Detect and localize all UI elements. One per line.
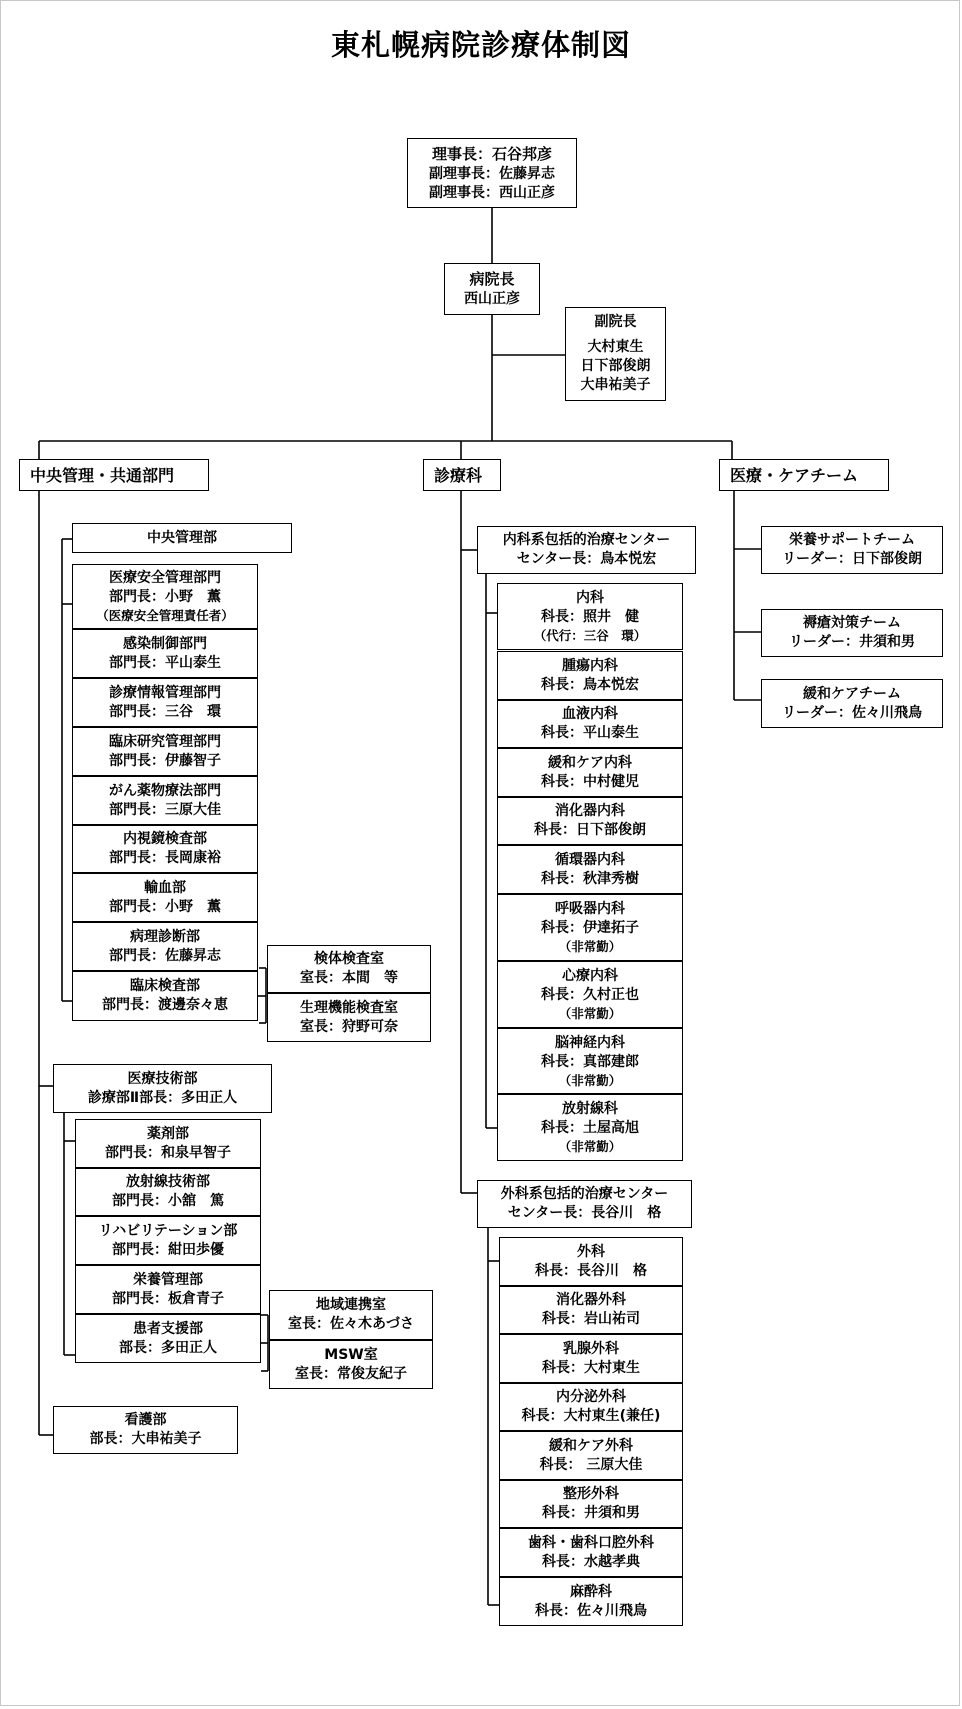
unit-name: 外科系包括的治療センター <box>500 1186 669 1202</box>
unit-head: 室長：本間 等 <box>300 970 398 986</box>
unit-head: 科長：鳥本悦宏 <box>541 676 639 693</box>
unit-name: 外科 <box>577 1243 605 1260</box>
unit-head: 部門長：渡邊奈々恵 <box>102 997 228 1013</box>
unit-name: リハビリテーション部 <box>98 1222 238 1239</box>
unit-name: 看護部 <box>124 1412 167 1428</box>
chairman-label: 理事長：石谷邦彦 <box>431 144 552 163</box>
unit-head: 科長：日下部俊朗 <box>534 822 646 838</box>
unit-name: 整形外科 <box>563 1486 619 1502</box>
surgical-unit-box <box>499 1577 683 1626</box>
unit-name: 放射線科 <box>562 1101 618 1117</box>
unit-head: 科長：中村健児 <box>541 773 639 790</box>
surgical-unit-box <box>499 1237 683 1286</box>
vice-chairman-label: 副理事長：西山正彦 <box>429 184 555 201</box>
unit-head: 部長：多田正人 <box>119 1339 217 1356</box>
support-sub-box <box>269 1290 433 1340</box>
unit-head: 部門長：和泉早智子 <box>105 1144 231 1161</box>
unit-head: 科長：真部建郎 <box>541 1053 639 1070</box>
unit-head: センター長：長谷川 格 <box>507 1205 662 1221</box>
director-name: 西山正彦 <box>464 291 520 307</box>
care-team-box <box>761 609 943 657</box>
unit-head: 科長： 三原大佳 <box>539 1456 643 1473</box>
unit-head: 科長：岩山祐司 <box>542 1311 640 1327</box>
unit-head: 科長：水越孝典 <box>542 1553 640 1570</box>
tech-unit-box <box>75 1216 261 1265</box>
internal-unit-box <box>497 797 683 845</box>
surgical-unit-box <box>499 1480 683 1528</box>
unit-name: 消化器内科 <box>555 803 625 819</box>
surgical-unit-box <box>499 1383 683 1431</box>
lab-sub-box <box>267 945 431 993</box>
unit-head: 科長：照井 健 <box>541 609 639 625</box>
care-team-box <box>761 526 943 574</box>
care-team-box <box>761 679 943 728</box>
unit-name: 呼吸器内科 <box>555 901 625 917</box>
unit-note: （非常勤） <box>558 1006 622 1021</box>
unit-name: 輸血部 <box>144 879 186 896</box>
unit-note: （非常勤） <box>558 939 622 954</box>
page-title: 東札幌病院診療体制図 <box>330 28 631 62</box>
section-label: 中央管理・共通部門 <box>30 465 175 485</box>
team-name: 緩和ケアチーム <box>803 685 901 702</box>
unit-head: センター長：鳥本悦宏 <box>516 551 657 567</box>
unit-name: 腫瘍内科 <box>562 657 618 674</box>
internal-unit-box <box>497 651 683 700</box>
section-care-header <box>719 459 889 491</box>
unit-name: 血液内科 <box>562 706 618 722</box>
unit-name: 栄養管理部 <box>133 1271 203 1288</box>
unit-head: 科長：土屋高旭 <box>541 1120 639 1136</box>
unit-name: 病理診断部 <box>130 928 200 945</box>
tech-unit-box <box>75 1168 261 1216</box>
mgmt-unit-box <box>72 873 258 922</box>
unit-head: 科長：大村東生 <box>542 1359 640 1376</box>
section-label: 診療科 <box>434 465 483 485</box>
unit-head: 診療部Ⅱ部長：多田正人 <box>87 1089 238 1106</box>
vice-director-name: 日下部俊朗 <box>580 358 651 374</box>
central-mgmt-header <box>72 523 292 553</box>
unit-name: 乳腺外科 <box>563 1340 619 1357</box>
unit-head: 科長：平山泰生 <box>541 725 639 741</box>
unit-head: 部門長：佐藤昇志 <box>109 947 221 964</box>
mgmt-unit-box <box>72 727 258 776</box>
team-name: 褥瘡対策チーム <box>803 615 901 631</box>
unit-name: 内科 <box>576 590 604 606</box>
unit-head: 部門長：小野 薫 <box>109 589 221 605</box>
unit-note: （非常勤） <box>558 1072 622 1088</box>
unit-head: 部門長：長岡康裕 <box>109 850 221 866</box>
vice-director-name: 大村東生 <box>587 339 644 355</box>
unit-name: 脳神経内科 <box>555 1034 625 1051</box>
unit-head: 部門長：紺田歩優 <box>112 1241 224 1258</box>
unit-head: 室長：常俊友紀子 <box>295 1365 407 1382</box>
internal-unit-box <box>497 845 683 894</box>
unit-name: 内視鏡検査部 <box>123 831 207 847</box>
vice-chairman-label: 副理事長：佐藤昇志 <box>429 165 555 182</box>
unit-head: 室長：狩野可奈 <box>300 1018 398 1035</box>
unit-note: （代行：三谷 環） <box>533 628 647 643</box>
surgical-unit-box <box>499 1431 683 1480</box>
section-label: 医療・ケアチーム <box>730 465 859 485</box>
director-title: 病院長 <box>469 270 515 288</box>
unit-name: 診療情報管理部門 <box>109 684 221 701</box>
mgmt-unit-box <box>72 825 258 873</box>
internal-center-box <box>477 526 696 574</box>
unit-name: 生理機能検査室 <box>300 999 398 1016</box>
unit-head: 部門長：小舘 篤 <box>112 1193 224 1209</box>
unit-name: MSW室 <box>324 1346 378 1363</box>
mgmt-unit-box <box>72 678 258 727</box>
unit-name: 心療内科 <box>562 968 618 984</box>
surgical-unit-box <box>499 1334 683 1383</box>
surgical-unit-box <box>499 1528 683 1577</box>
vice-director-box <box>565 307 666 401</box>
unit-name: 地域連携室 <box>316 1297 386 1313</box>
section-central-header <box>19 459 209 491</box>
tech-unit-box <box>75 1265 261 1314</box>
internal-unit-box <box>497 1028 683 1094</box>
tech-header-box <box>53 1064 272 1113</box>
unit-head: 室長：佐々木あづさ <box>288 1316 414 1332</box>
unit-note: （医療安全管理責任者） <box>96 608 234 623</box>
mgmt-unit-box <box>72 971 258 1021</box>
unit-head: 部門長：平山泰生 <box>109 654 221 671</box>
unit-head: 部長：大串祐美子 <box>89 1431 202 1447</box>
unit-name: 放射線技術部 <box>126 1174 210 1190</box>
tech-unit-box <box>75 1119 261 1168</box>
unit-head: 科長：伊達拓子 <box>541 920 639 936</box>
unit-name: がん薬物療法部門 <box>109 782 221 799</box>
unit-name: 臨床研究管理部門 <box>109 733 221 750</box>
unit-name: 歯科・歯科口腔外科 <box>528 1534 654 1551</box>
unit-name: 中央管理部 <box>147 529 217 546</box>
unit-name: 消化器外科 <box>556 1292 626 1308</box>
unit-head: 科長：佐々川飛鳥 <box>535 1602 647 1619</box>
vice-director-name: 大串祐美子 <box>580 377 651 393</box>
unit-name: 循環器内科 <box>555 851 625 868</box>
tech-unit-box <box>75 1314 261 1363</box>
surgical-unit-box <box>499 1286 683 1334</box>
unit-name: 臨床検査部 <box>130 978 200 994</box>
unit-head: 部門長：伊藤智子 <box>109 752 221 769</box>
unit-name: 薬剤部 <box>147 1125 189 1142</box>
unit-note: （非常勤） <box>558 1139 622 1154</box>
unit-head: 部門長：板倉青子 <box>112 1290 224 1307</box>
unit-name: 緩和ケア内科 <box>548 754 632 771</box>
team-name: 栄養サポートチーム <box>789 532 915 548</box>
unit-name: 緩和ケア外科 <box>549 1437 633 1454</box>
unit-name: 内分泌外科 <box>556 1389 626 1405</box>
mgmt-unit-box <box>72 776 258 825</box>
internal-unit-box <box>497 894 683 961</box>
unit-name: 検体検査室 <box>314 951 384 967</box>
unit-name: 患者支援部 <box>133 1320 203 1337</box>
internal-unit-box <box>497 1094 683 1161</box>
chairman-box <box>407 138 577 208</box>
unit-name: 内科系包括的治療センター <box>502 532 671 548</box>
internal-unit-box <box>497 748 683 797</box>
lab-sub-box <box>267 993 431 1042</box>
mgmt-unit-box <box>72 922 258 971</box>
mgmt-unit-box <box>72 629 258 678</box>
internal-unit-box <box>497 961 683 1028</box>
unit-name: 医療技術部 <box>127 1070 198 1087</box>
mgmt-unit-box <box>72 564 258 629</box>
unit-head: 科長：井須和男 <box>542 1505 640 1521</box>
surgical-center-box <box>477 1180 692 1228</box>
unit-name: 麻酔科 <box>570 1583 612 1600</box>
team-leader: リーダー：井須和男 <box>789 634 915 650</box>
unit-name: 医療安全管理部門 <box>109 570 221 586</box>
director-box <box>444 263 540 315</box>
support-sub-box <box>269 1340 433 1389</box>
unit-head: 科長：長谷川 格 <box>535 1262 647 1279</box>
unit-head: 科長：秋津秀樹 <box>541 870 639 887</box>
unit-head: 部門長：小野 薫 <box>109 898 221 915</box>
internal-unit-box <box>497 700 683 748</box>
nursing-box <box>53 1406 238 1454</box>
unit-head: 科長：久村正也 <box>541 987 639 1003</box>
section-clinical-header <box>423 459 501 491</box>
team-leader: リーダー：佐々川飛鳥 <box>782 704 922 721</box>
internal-unit-box <box>497 583 683 650</box>
unit-head: 部門長：三原大佳 <box>109 801 221 818</box>
unit-head: 部門長：三谷 環 <box>109 703 221 720</box>
unit-head: 科長：大村東生(兼任) <box>521 1408 661 1424</box>
team-leader: リーダー：日下部俊朗 <box>782 551 922 567</box>
vice-director-title: 副院長 <box>594 314 637 330</box>
unit-name: 感染制御部門 <box>123 635 207 652</box>
